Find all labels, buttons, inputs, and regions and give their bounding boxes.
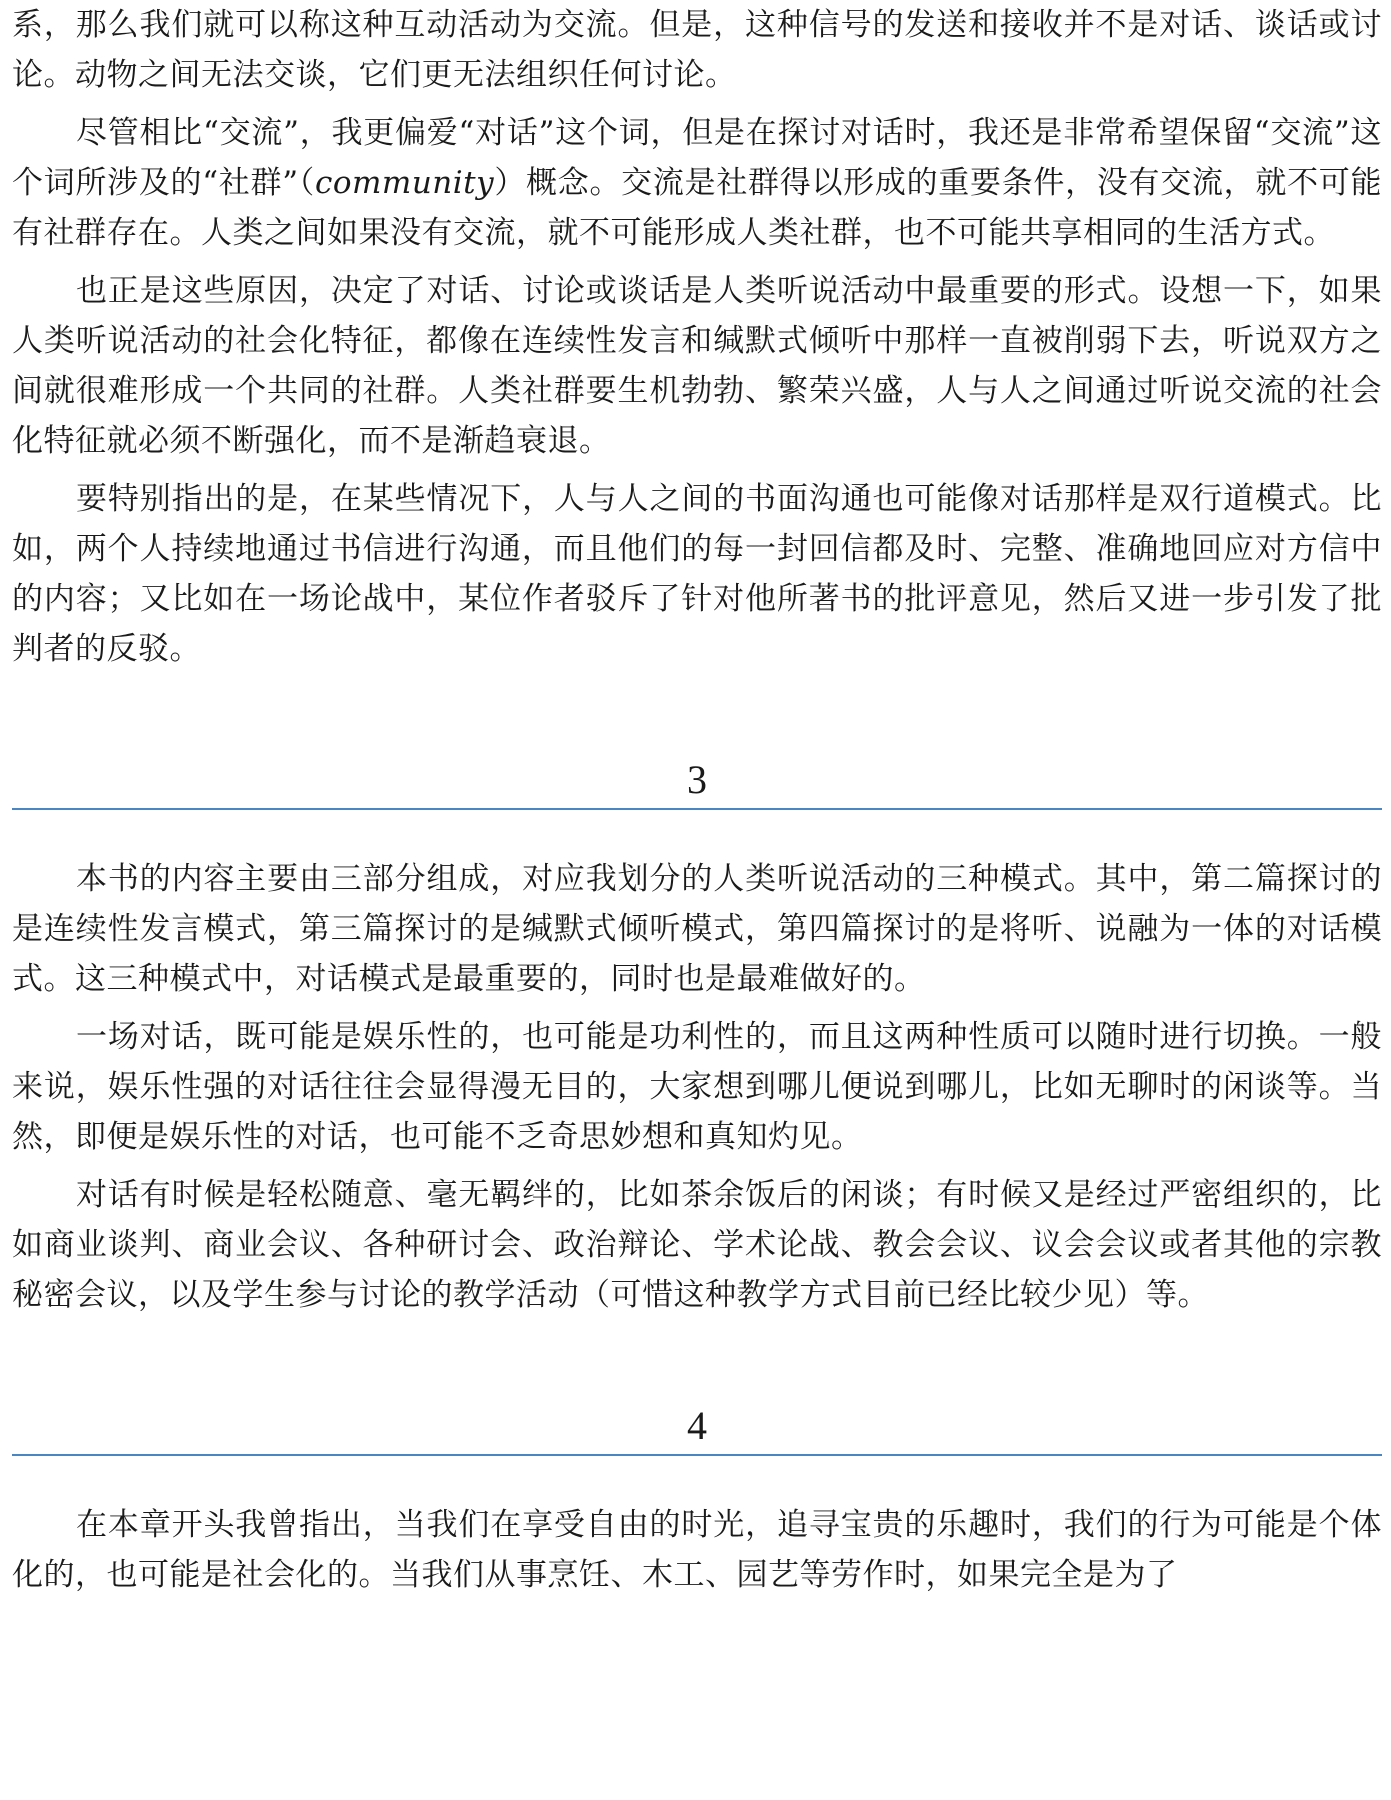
paragraph: 一场对话，既可能是娱乐性的，也可能是功利性的，而且这两种性质可以随时进行切换。一般来说，娱乐性强的对话往往会显得漫无目的，大家想到哪儿便说到哪儿，比如无聊时的闲谈等。当然，即便是娱乐性的对话，也可能不乏奇思妙想和真知灼见。	[12, 1019, 1382, 1155]
section-number: 3	[687, 757, 707, 802]
paragraph: 对话有时候是轻松随意、毫无羁绊的，比如茶余饭后的闲谈；有时候又是经过严密组织的，比如商业谈判、商业会议、各种研讨会、政治辩论、学术论战、教会会议、议会会议或者其他的宗教秘密会议，以及学生参与讨论的教学活动（可惜这种教学方式目前已经比较少见）等。	[12, 1177, 1382, 1313]
document-page	[12, 0, 1382, 1600]
paragraph: 也正是这些原因，决定了对话、讨论或谈话是人类听说活动中最重要的形式。设想一下，如果人类听说活动的社会化特征，都像在连续性发言和缄默式倾听中那样一直被削弱下去，听说双方之间就很难形成一个共同的社群。人类社群要生机勃勃、繁荣兴盛，人与人之间通过听说交流的社会化特征就必须不断强化，而不是渐趋衰退。	[12, 273, 1382, 459]
paragraph: 系，那么我们就可以称这种互动活动为交流。但是，这种信号的发送和接收并不是对话、谈话或讨论。动物之间无法交谈，它们更无法组织任何讨论。	[12, 7, 1382, 93]
section-divider	[12, 808, 1382, 810]
section-heading-4	[12, 1402, 1382, 1456]
paragraph: 本书的内容主要由三部分组成，对应我划分的人类听说活动的三种模式。其中，第二篇探讨的是连续性发言模式，第三篇探讨的是缄默式倾听模式，第四篇探讨的是将听、说融为一体的对话模式。这三种模式中，对话模式是最重要的，同时也是最难做好的。	[12, 861, 1382, 997]
community-term: community	[315, 165, 495, 201]
paragraph-text: ）概念。交流是社群得以形成的重要条件，没有交流，就不可能有社群存在。人类之间如果没有交流，就不可能形成人类社群，也不可能共享相同的生活方式。	[12, 165, 1382, 251]
paragraph	[12, 108, 1382, 258]
section-divider	[12, 1454, 1382, 1456]
paragraph-text: 尽管相比“交流”，我更偏爱“对话”这个词，但是在探讨对话时，我还是非常希望保留“交流”这个词所涉及的“社群”（	[12, 115, 1382, 201]
paragraph: 在本章开头我曾指出，当我们在享受自由的时光，追寻宝贵的乐趣时，我们的行为可能是个体化的，也可能是社会化的。当我们从事烹饪、木工、园艺等劳作时，如果完全是为了	[12, 1507, 1382, 1593]
paragraph: 要特别指出的是，在某些情况下，人与人之间的书面沟通也可能像对话那样是双行道模式。比如，两个人持续地通过书信进行沟通，而且他们的每一封回信都及时、完整、准确地回应对方信中的内容；又比如在一场论战中，某位作者驳斥了针对他所著书的批评意见，然后又进一步引发了批判者的反驳。	[12, 481, 1382, 667]
section-number: 4	[687, 1403, 707, 1448]
section-heading-3	[12, 756, 1382, 810]
